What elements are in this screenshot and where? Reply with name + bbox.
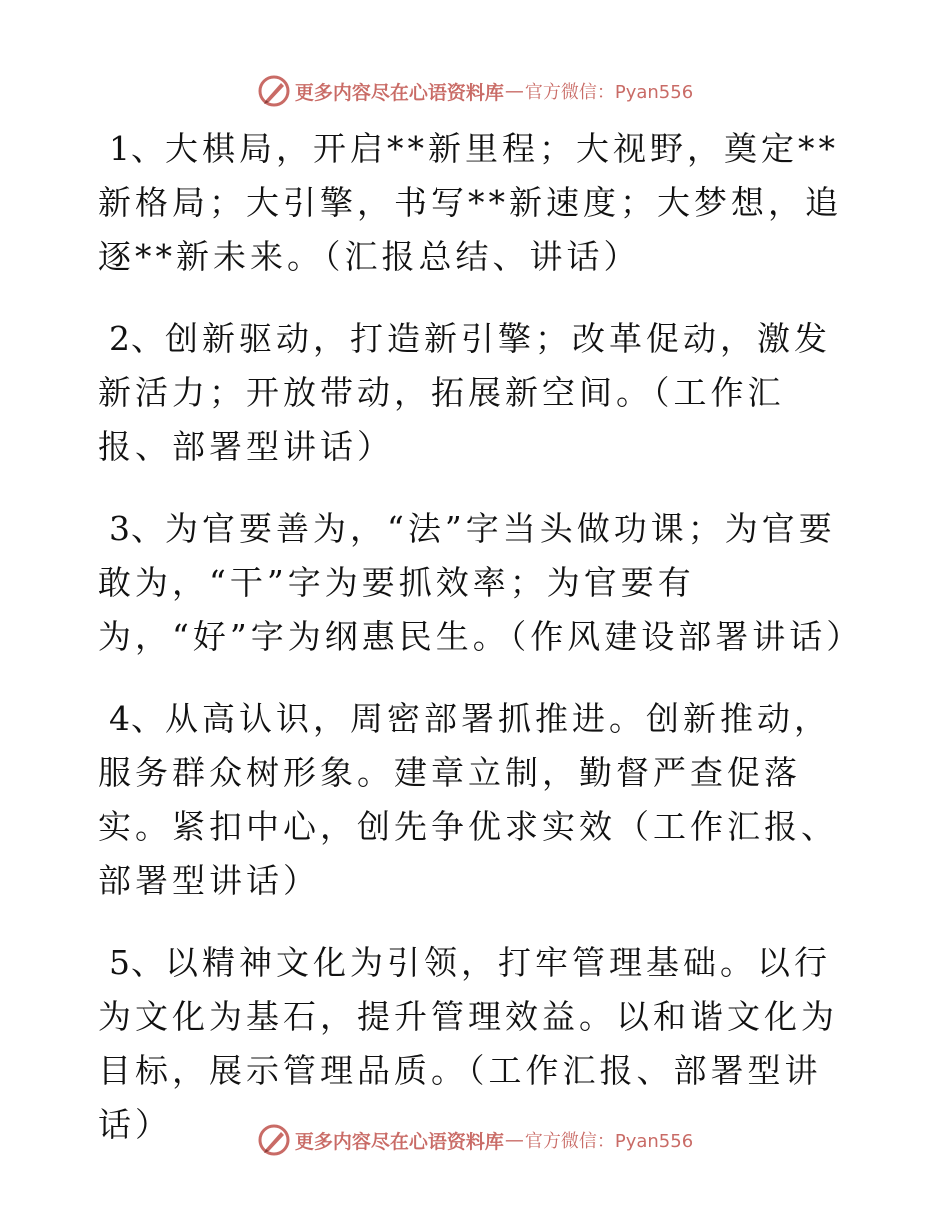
watermark-site-text: 更多内容尽在心语资料库 <box>294 1130 504 1153</box>
item-number: 1、 <box>109 129 165 168</box>
list-item-3 <box>98 502 864 664</box>
watermark-contact-text: 官方微信：Pyan556 <box>524 1131 694 1152</box>
watermark-dash: — <box>504 80 524 102</box>
item-text: 以精神文化为引领，打牢管理基础。以行为文化为基石，提升管理效益。以和谐文化为目标，展示管理品质。（工作汇报、部署型讲话） <box>98 943 838 1144</box>
watermark-contact-text: 官方微信：Pyan556 <box>524 82 694 103</box>
item-text: 创新驱动，打造新引擎；改革促动，激发新活力；开放带动，拓展新空间。（工作汇报、部署型讲话） <box>98 319 831 466</box>
watermark-site-text: 更多内容尽在心语资料库 <box>294 81 504 104</box>
list-item-1 <box>98 122 848 284</box>
item-text: 大棋局，开启**新里程；大视野，奠定**新格局；大引擎，书写**新速度；大梦想，追逐**新未来。（汇报总结、讲话） <box>98 129 842 276</box>
item-text: 为官要善为，“法”字当头做功课；为官要敢为，“干”字为要抓效率；为官要有为，“好”字为纲惠民生。（作风建设部署讲话） <box>98 509 864 656</box>
pen-circle-logo-icon <box>257 1123 291 1157</box>
item-number: 3、 <box>109 509 165 548</box>
pen-circle-logo-icon <box>257 74 291 108</box>
item-number: 2、 <box>109 319 165 358</box>
item-number: 4、 <box>109 699 165 738</box>
list-item-4 <box>98 692 848 908</box>
watermark-header <box>0 71 950 111</box>
item-text: 从高认识，周密部署抓推进。创新推动，服务群众树形象。建章立制，勤督严查促落实。紧扣中心，创先争优求实效（工作汇报、部署型讲话） <box>98 699 838 900</box>
watermark-footer <box>0 1120 950 1160</box>
document-body <box>98 122 864 1180</box>
list-item-2 <box>98 312 848 474</box>
watermark-dash: — <box>504 1129 524 1151</box>
item-number: 5、 <box>109 943 165 982</box>
